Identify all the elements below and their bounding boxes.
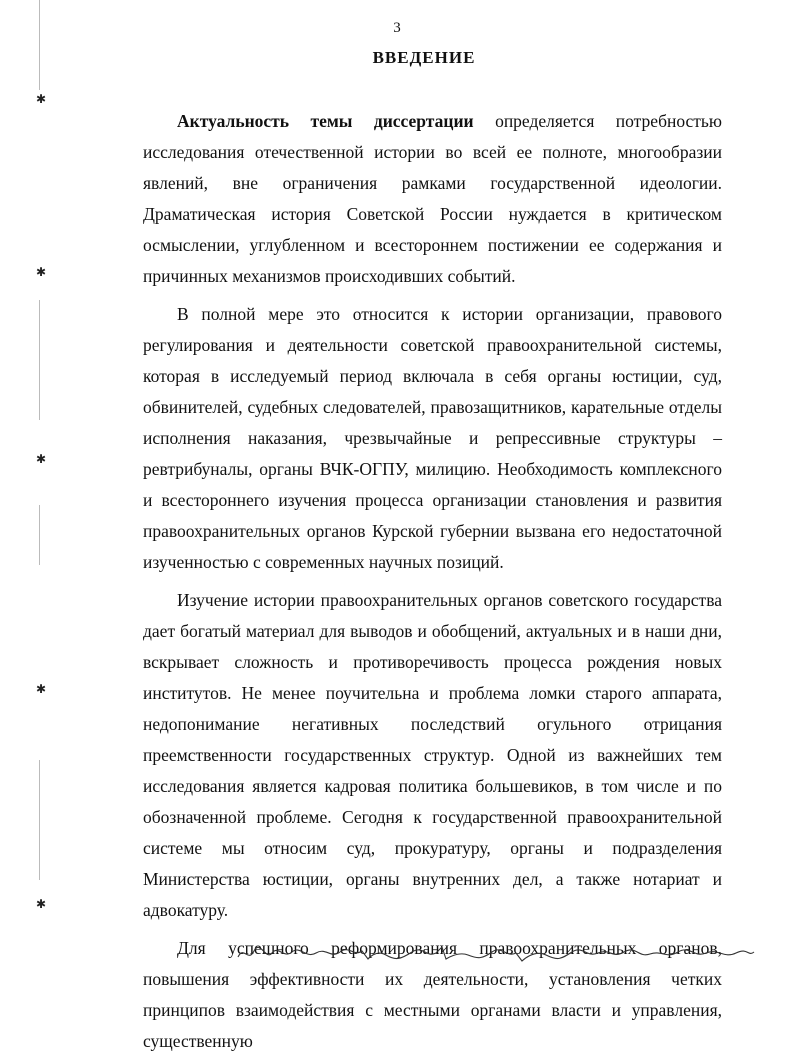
paragraph: [143, 106, 722, 292]
page-number: 3: [393, 20, 401, 36]
scan-artifact-scribble: [236, 937, 756, 967]
margin-rule: [39, 760, 40, 880]
page-title: ВВЕДЕНИЕ: [372, 48, 476, 67]
margin-rule: [39, 300, 40, 420]
paragraph-lead: Актуальность темы диссертации: [177, 111, 474, 131]
margin-rule: [39, 505, 40, 565]
paragraph: Для успешного реформирования правоохранительных органов, повышения эффективности их деятельности, установления четких принципов взаимодействия с местными органами власти и управления, существенную: [143, 938, 722, 1051]
binding-mark: ✱: [36, 92, 47, 106]
binding-mark: ✱: [36, 452, 47, 466]
binding-mark: ✱: [36, 682, 47, 696]
paragraph: В полной мере это относится к истории организации, правового регулирования и деятельности советской правоохранительной системы, которая в исследуемый период включала в себя органы юстиции, суд, обвинителей, судебных следователей, правозащитников, карательные отделы исполнения наказания, чрезвычайные и репрессивные структуры – ревтрибуналы, органы ВЧК-ОГПУ, милицию. Необходимость комплексного и всестороннего изучения процесса организации становления и развития правоохранительных органов Курской губернии вызвана его недостаточной изученностью с современных научных позиций.: [143, 304, 722, 572]
paragraph-text: определяется потребностью исследования отечественной истории во всей ее полноте, многообразии явлений, вне ограничения рамками государственной идеологии. Драматическая история Советской России нуждается в критическом осмыслении, углубленном и всестороннем постижении ее содержания и причинных механизмов происходивших событий.: [143, 111, 722, 286]
binding-mark: ✱: [36, 265, 47, 279]
paragraph: Изучение истории правоохранительных органов советского государства дает богатый материал для выводов и обобщений, актуальных и в наши дни, вскрывает сложность и противоречивость процесса рождения новых институтов. Не менее поучительна и проблема ломки старого аппарата, недопонимание негативных последствий огульного отрицания преемственности государственных структур. Одной из важнейших тем исследования является кадровая политика большевиков, в том числе и по обозначенной проблеме. Сегодня к государственной правоохранительной системе мы относим суд, прокуратуру, органы и подразделения Министерства юстиции, органы внутренних дел, а также нотариат и адвокатуру.: [143, 590, 722, 920]
binding-mark: ✱: [36, 897, 47, 911]
margin-rule: [39, 0, 40, 90]
body-text: [143, 106, 722, 1064]
